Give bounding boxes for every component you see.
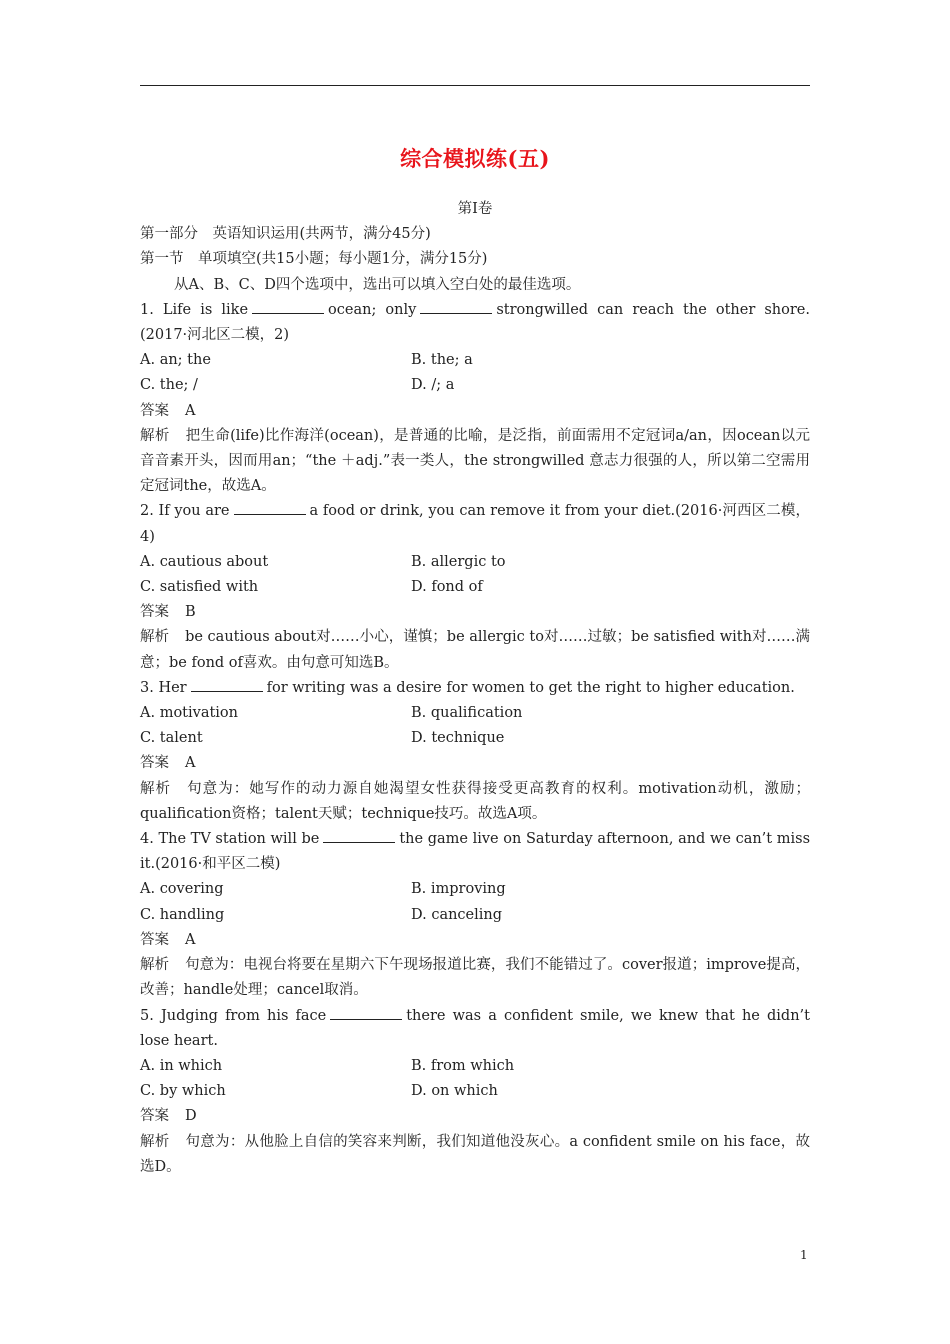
option-row (140, 877, 810, 902)
question-stem (140, 499, 810, 549)
stem-text: for writing was a desire for women to get the right to higher education. (266, 679, 795, 696)
question-list (140, 298, 810, 1180)
answer-line (140, 1104, 810, 1129)
stem-text: 1. Life is like (140, 301, 249, 318)
option: B. improving (411, 881, 506, 898)
stem-text: strongwilled can reach the other shore.(2017·河北区二模，2) (140, 301, 810, 344)
stem-text: 4. The TV station will be (140, 831, 320, 848)
analysis-label: 解析 (140, 780, 172, 797)
option: C. by which (140, 1083, 226, 1100)
analysis-text: 句意为：电视台将要在星期六下午现场报道比赛，我们不能错过了。cover报道；improve提高，改善；handle处理；cancel取消。 (140, 957, 810, 999)
answer-label: 答案 (140, 755, 169, 772)
question-item (140, 499, 810, 675)
analysis-paragraph (140, 777, 810, 827)
page-title: 综合模拟练(五) (400, 146, 550, 171)
option: D. /; a (411, 377, 455, 394)
option: A. an; the (140, 352, 211, 369)
document-body (140, 197, 810, 1180)
option-row (140, 1054, 810, 1079)
analysis-paragraph (140, 953, 810, 1003)
option-row (140, 1079, 810, 1104)
analysis-label: 解析 (140, 427, 170, 444)
option-row (140, 701, 810, 726)
instructions: 从A、B、C、D四个选项中，选出可以填入空白处的最佳选项。 (174, 276, 581, 293)
analysis-text: 把生命(life)比作海洋(ocean)，是普通的比喻，是泛指，前面需用不定冠词a/an，因ocean以元音音素开头，因而用an；“the ＋adj.”表一类人，the strongwilled 意志力很强的人，所以第二空需用定冠词the，故选A。 (140, 427, 811, 495)
question-item (140, 676, 810, 827)
part-heading: 第一部分 英语知识运用(共两节，满分45分) (140, 226, 431, 243)
analysis-label: 解析 (140, 1133, 170, 1150)
option: D. canceling (411, 906, 503, 923)
stem-text: 5. Judging from his face (140, 1007, 327, 1024)
volume-heading: 第Ⅰ卷 (457, 201, 493, 217)
answer-line (140, 751, 810, 776)
question-stem (140, 676, 810, 701)
answer-blank (330, 1005, 402, 1020)
option: A. in which (140, 1057, 223, 1074)
page-number: 1 (800, 1248, 808, 1262)
analysis-paragraph (140, 424, 810, 500)
option: C. talent (140, 730, 203, 747)
option-row (140, 903, 810, 928)
option-row (140, 726, 810, 751)
answer-blank (323, 828, 395, 843)
analysis-text: be cautious about对……小心，谨慎；be allergic to对……过敏；be satisfied with对……满意；be fond of喜欢。由句意可知选B。 (140, 629, 811, 671)
answer-line (140, 600, 810, 625)
answer-value: A (185, 931, 196, 948)
question-stem (140, 827, 810, 877)
answer-blank (420, 299, 492, 314)
answer-blank (252, 299, 324, 314)
analysis-paragraph (140, 625, 810, 675)
analysis-text: 句意为：她写作的动力源自她渴望女性获得接受更高教育的权利。motivation动机，激励；qualification资格；talent天赋；technique技巧。故选A项。 (140, 780, 811, 822)
option: C. the; / (140, 377, 198, 394)
option: B. qualification (411, 705, 523, 722)
option: C. satisfied with (140, 579, 259, 596)
analysis-label: 解析 (140, 629, 170, 646)
answer-label: 答案 (140, 931, 169, 948)
question-stem (140, 1004, 810, 1054)
option: B. the; a (411, 352, 473, 369)
answer-blank (191, 677, 263, 692)
answer-label: 答案 (140, 604, 169, 621)
header-rule (140, 85, 810, 86)
stem-text: there was a confident smile, we knew that he didn’t lose heart. (140, 1007, 810, 1049)
answer-value: D (185, 1108, 197, 1125)
option-row (140, 373, 810, 398)
option: A. motivation (140, 705, 239, 722)
stem-text: 2. If you are (140, 503, 230, 520)
stem-text: a food or drink, you can remove it from your diet.(2016·河西区二模，4) (140, 503, 810, 545)
answer-value: A (185, 755, 196, 772)
answer-label: 答案 (140, 402, 169, 419)
section-heading: 第一节 单项填空(共15小题；每小题1分，满分15分) (140, 251, 488, 268)
analysis-text: 句意为：从他脸上自信的笑容来判断，我们知道他没灰心。a confident smile on his face，故选D。 (140, 1133, 811, 1175)
option: B. allergic to (411, 553, 506, 570)
option-row (140, 575, 810, 600)
option: C. handling (140, 906, 225, 923)
option: A. cautious about (140, 553, 269, 570)
question-item (140, 1004, 810, 1180)
option: D. technique (411, 730, 505, 747)
question-stem (140, 298, 810, 348)
option: D. on which (411, 1083, 498, 1100)
answer-line (140, 928, 810, 953)
analysis-label: 解析 (140, 957, 170, 974)
stem-text: ocean; only (328, 301, 417, 318)
answer-value: B (185, 604, 196, 621)
question-item (140, 298, 810, 500)
question-item (140, 827, 810, 1003)
option-row (140, 550, 810, 575)
option: B. from which (411, 1057, 515, 1074)
answer-line (140, 399, 810, 424)
analysis-paragraph (140, 1130, 810, 1180)
answer-value: A (185, 402, 196, 419)
stem-text: the game live on Saturday afternoon, and we can’t miss it.(2016·和平区二模) (140, 831, 811, 873)
stem-text: 3. Her (140, 679, 187, 696)
option-row (140, 348, 810, 373)
answer-blank (234, 500, 306, 515)
option: A. covering (140, 881, 224, 898)
option: D. fond of (411, 579, 483, 596)
answer-label: 答案 (140, 1108, 169, 1125)
